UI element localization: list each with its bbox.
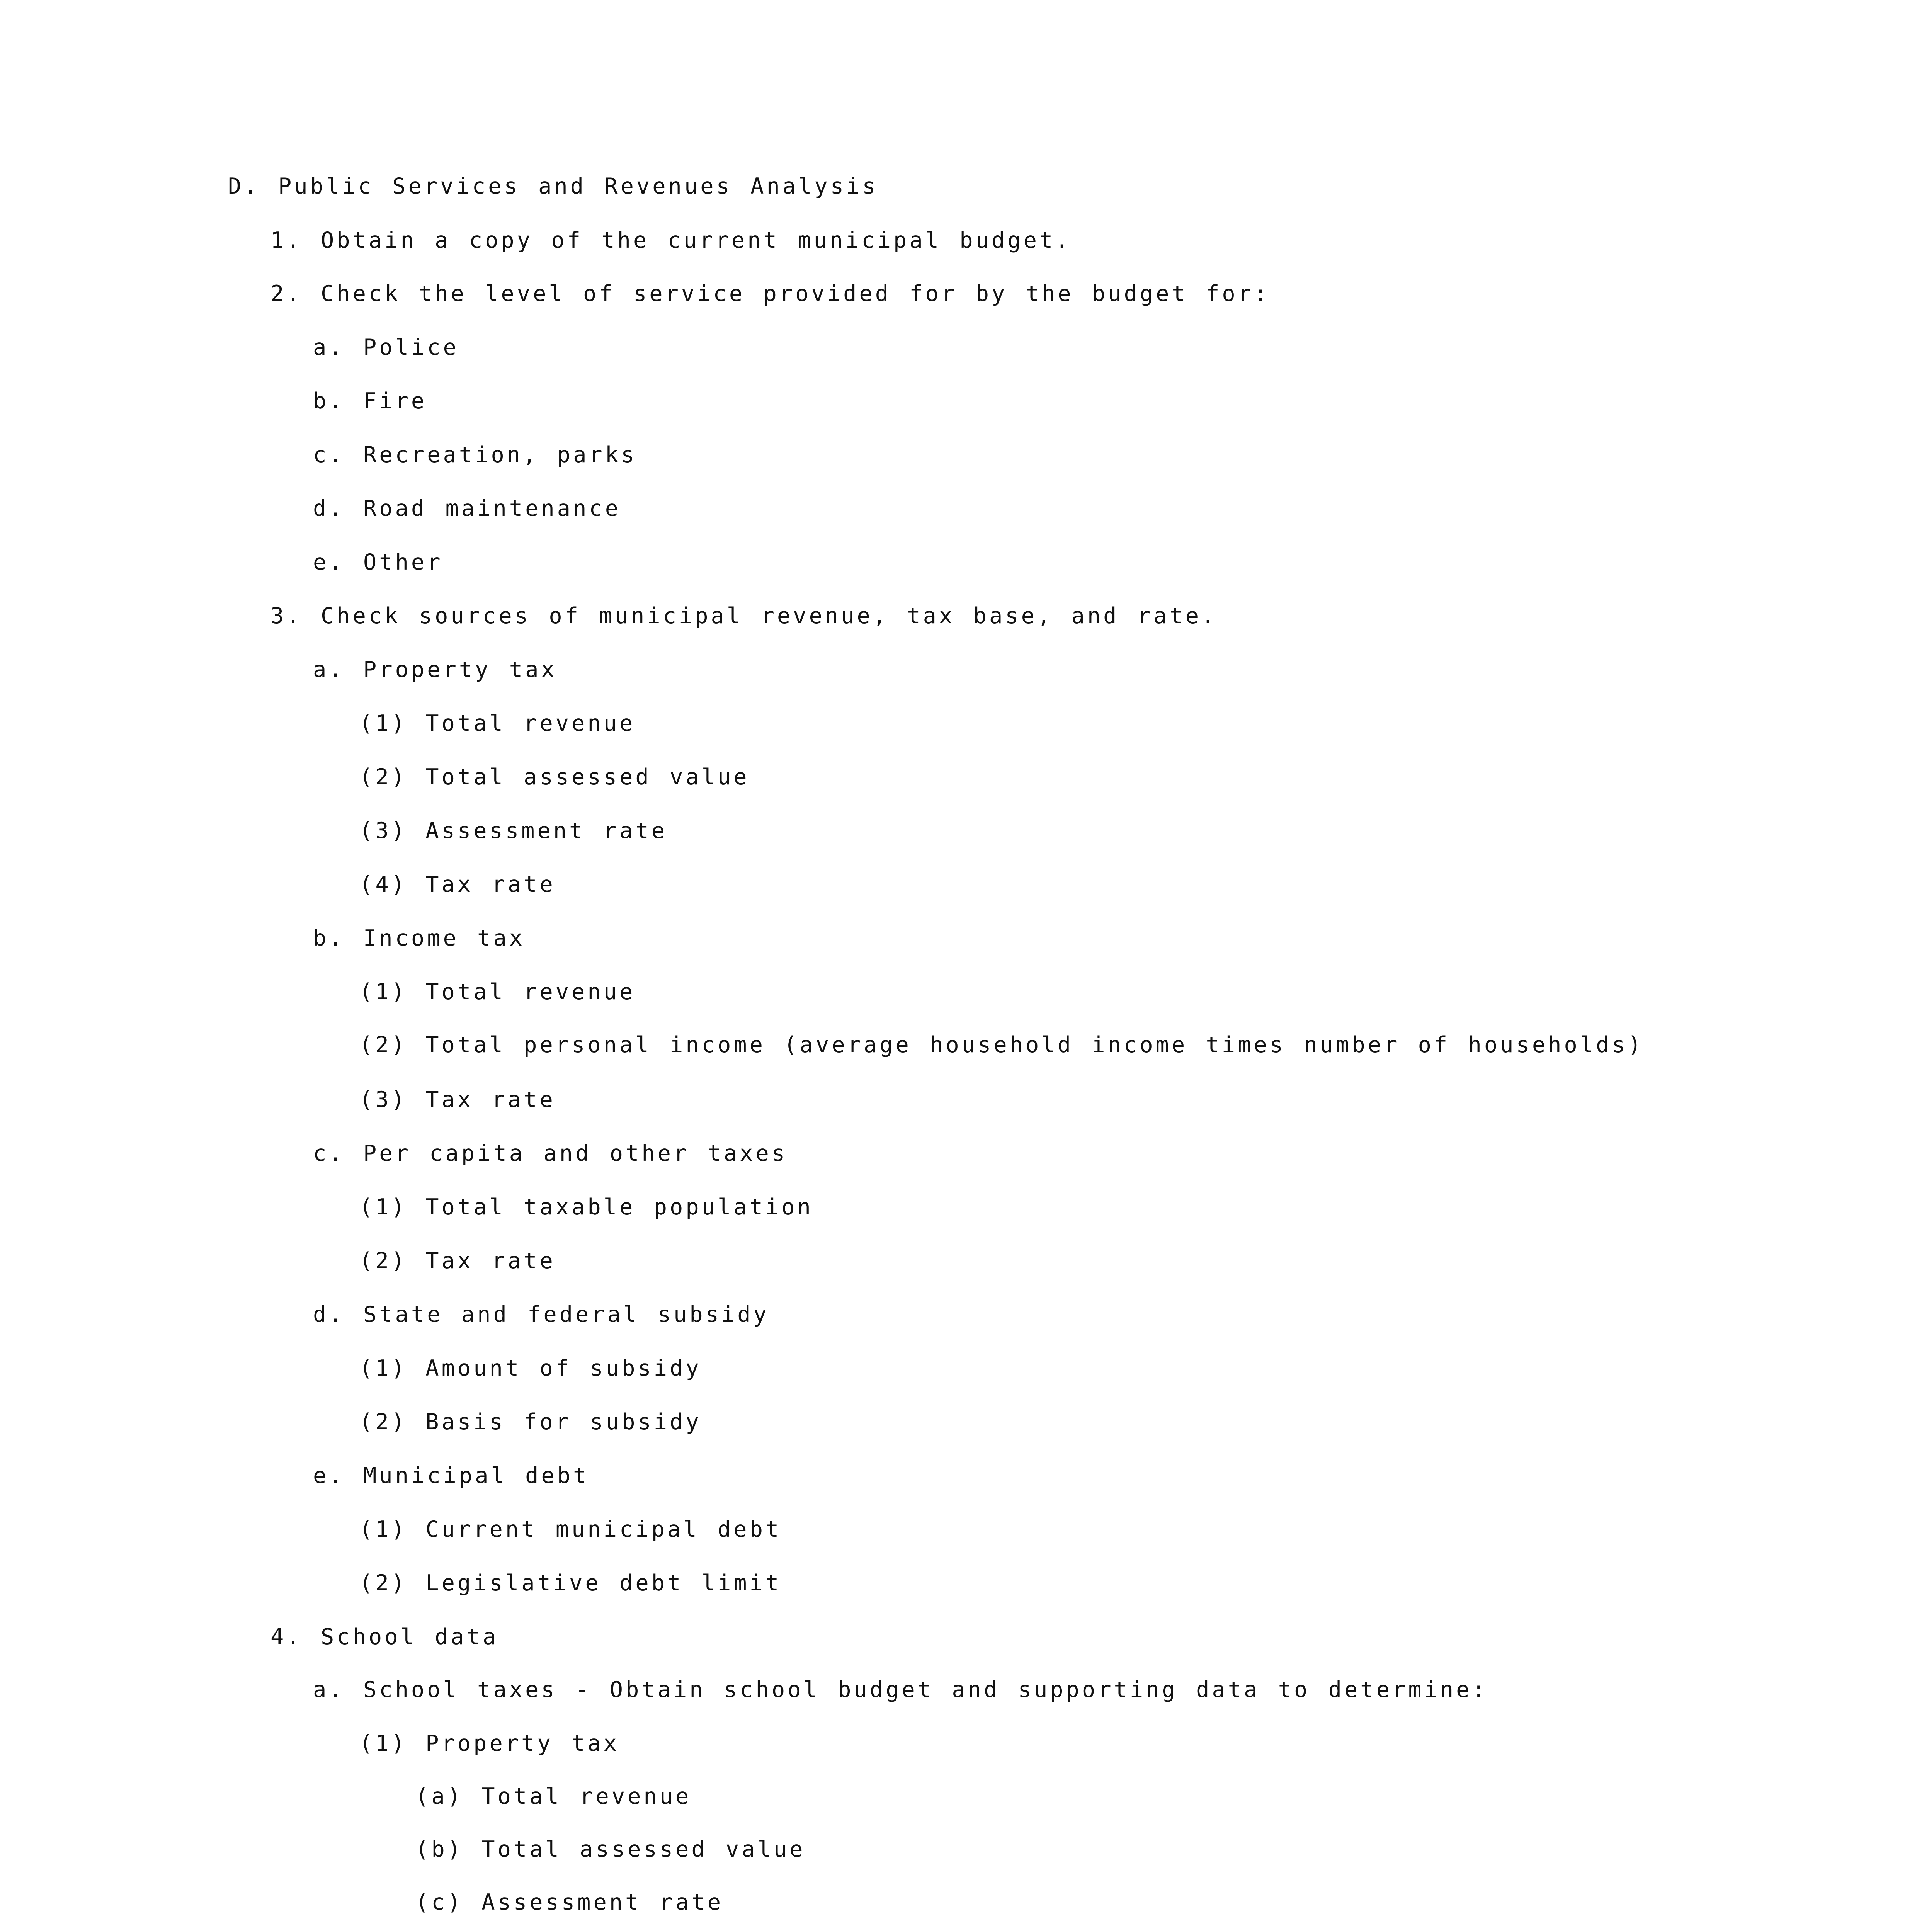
outline-item: (b) Total assessed value [415, 1837, 806, 1862]
outline-item: (3) Tax rate [359, 1087, 556, 1112]
outline-item: c. Per capita and other taxes [313, 1141, 788, 1166]
outline-item: (3) Assessment rate [359, 818, 668, 844]
outline-item: (1) Amount of subsidy [359, 1355, 702, 1381]
outline-item: (1) Total taxable population [359, 1194, 813, 1220]
outline-item: (2) Total personal income (average household income times number of households) [359, 1032, 1644, 1058]
outline-item: 3. Check sources of municipal revenue, tax base, and rate. [270, 603, 1218, 629]
outline-item: (1) Property tax [359, 1731, 620, 1756]
outline-item: (2) Legislative debt limit [359, 1570, 782, 1596]
outline-item: d. State and federal subsidy [313, 1302, 769, 1327]
outline-item: b. Fire [313, 388, 427, 414]
outline-item: (2) Basis for subsidy [359, 1409, 702, 1435]
outline-item: (2) Tax rate [359, 1248, 556, 1274]
outline-item: 2. Check the level of service provided for by the budget for: [270, 281, 1270, 306]
outline-item: a. Property tax [313, 657, 557, 682]
outline-item: a. School taxes - Obtain school budget and supporting data to determine: [313, 1677, 1488, 1702]
outline-item: 4. School data [270, 1624, 499, 1650]
outline-item: b. Income tax [313, 925, 526, 951]
outline-item: e. Other [313, 549, 443, 575]
outline-item: 1. Obtain a copy of the current municipal budget. [270, 228, 1072, 253]
outline-item: a. Police [313, 335, 459, 360]
outline-item: (c) Assessment rate [415, 1889, 724, 1915]
outline-item: (1) Total revenue [359, 711, 636, 736]
outline-item: c. Recreation, parks [313, 442, 637, 468]
outline-item: (2) Total assessed value [359, 764, 750, 790]
outline-item: d. Road maintenance [313, 496, 621, 521]
outline-item: (a) Total revenue [415, 1784, 692, 1809]
outline-item: e. Municipal debt [313, 1463, 589, 1488]
section-heading: D. Public Services and Revenues Analysis [228, 173, 878, 199]
outline-item: (4) Tax rate [359, 872, 556, 897]
outline-item: (1) Total revenue [359, 979, 636, 1005]
outline-item: (1) Current municipal debt [359, 1517, 782, 1542]
